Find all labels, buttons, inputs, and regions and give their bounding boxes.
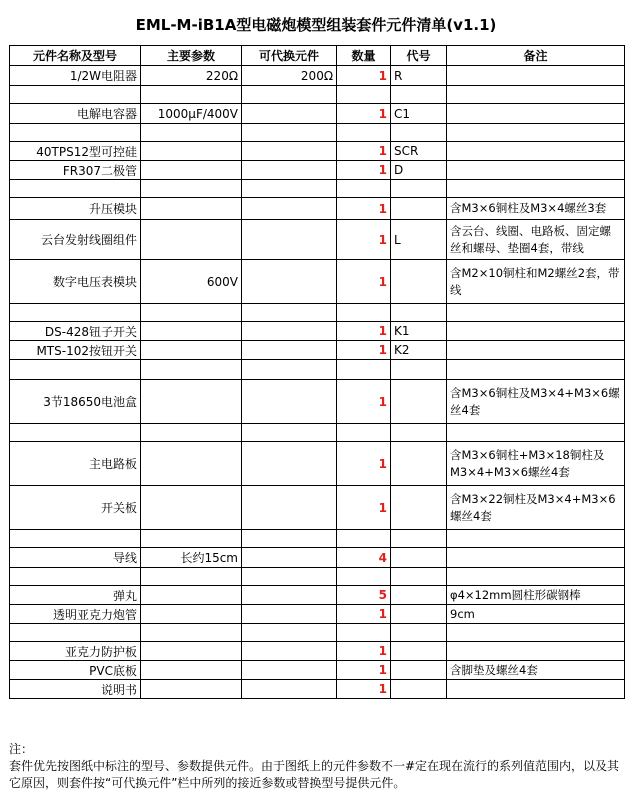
cell-qty: 1 (337, 198, 391, 220)
table-row (10, 220, 625, 260)
cell-alt (242, 661, 337, 680)
cell-alt (242, 530, 337, 548)
table-row (10, 161, 625, 180)
cell-alt (242, 605, 337, 624)
table-row (10, 124, 625, 142)
table-row (10, 586, 625, 605)
header-note: 备注 (447, 46, 625, 66)
cell-param (141, 304, 242, 322)
cell-note (447, 360, 625, 380)
cell-param (141, 124, 242, 142)
cell-note: 含脚垫及螺丝4套 (447, 661, 625, 680)
cell-param (141, 322, 242, 341)
cell-name (10, 360, 141, 380)
table-row (10, 661, 625, 680)
cell-qty (337, 304, 391, 322)
cell-param (141, 586, 242, 605)
cell-alt (242, 486, 337, 530)
cell-name (10, 624, 141, 642)
cell-qty: 1 (337, 341, 391, 360)
cell-alt (242, 680, 337, 699)
cell-qty (337, 86, 391, 104)
cell-qty: 1 (337, 442, 391, 486)
table-row (10, 322, 625, 341)
cell-name (10, 124, 141, 142)
cell-qty: 1 (337, 322, 391, 341)
cell-alt (242, 86, 337, 104)
notes-label: 注： (9, 742, 34, 756)
cell-qty: 5 (337, 586, 391, 605)
cell-qty (337, 568, 391, 586)
cell-note: 含M3×22铜柱及M3×4+M3×6螺丝4套 (447, 486, 625, 530)
cell-qty: 1 (337, 605, 391, 624)
cell-qty: 1 (337, 260, 391, 304)
cell-alt (242, 341, 337, 360)
cell-name (10, 86, 141, 104)
cell-name: 亚克力防护板 (10, 642, 141, 661)
cell-note (447, 104, 625, 124)
table-row (10, 548, 625, 568)
cell-param (141, 380, 242, 424)
table-row (10, 380, 625, 424)
cell-code (391, 180, 447, 198)
cell-code: SCR (391, 142, 447, 161)
cell-code (391, 304, 447, 322)
cell-alt (242, 180, 337, 198)
cell-note (447, 86, 625, 104)
cell-code (391, 198, 447, 220)
cell-code (391, 124, 447, 142)
cell-alt (242, 304, 337, 322)
cell-param: 600V (141, 260, 242, 304)
cell-param (141, 424, 242, 442)
table-row (10, 66, 625, 86)
table-row (10, 360, 625, 380)
header-code: 代号 (391, 46, 447, 66)
cell-code (391, 661, 447, 680)
table-row (10, 642, 625, 661)
cell-qty: 1 (337, 161, 391, 180)
header-row (10, 46, 625, 66)
cell-name: 开关板 (10, 486, 141, 530)
cell-param: 长约15cm (141, 548, 242, 568)
cell-note (447, 680, 625, 699)
header-name: 元件名称及型号 (10, 46, 141, 66)
cell-alt (242, 568, 337, 586)
parts-table (9, 45, 625, 699)
cell-name (10, 424, 141, 442)
cell-alt (242, 124, 337, 142)
cell-param (141, 360, 242, 380)
cell-code (391, 680, 447, 699)
cell-name: FR307二极管 (10, 161, 141, 180)
cell-param (141, 180, 242, 198)
cell-note (447, 142, 625, 161)
table-row (10, 568, 625, 586)
cell-code (391, 642, 447, 661)
cell-note: 含M3×6铜柱+M3×18铜柱及M3×4+M3×6螺丝4套 (447, 442, 625, 486)
cell-code (391, 548, 447, 568)
cell-param (141, 161, 242, 180)
cell-alt (242, 424, 337, 442)
cell-name: 数字电压表模块 (10, 260, 141, 304)
cell-note (447, 124, 625, 142)
cell-note (447, 341, 625, 360)
cell-name (10, 568, 141, 586)
table-row (10, 341, 625, 360)
cell-name: 导线 (10, 548, 141, 568)
cell-code (391, 568, 447, 586)
cell-qty (337, 624, 391, 642)
cell-param (141, 624, 242, 642)
cell-param (141, 642, 242, 661)
header-alt: 可代换元件 (242, 46, 337, 66)
cell-note: 含M3×6铜柱及M3×4+M3×6螺丝4套 (447, 380, 625, 424)
cell-qty (337, 424, 391, 442)
table-row (10, 198, 625, 220)
cell-note (447, 624, 625, 642)
cell-name: 电解电容器 (10, 104, 141, 124)
cell-code (391, 586, 447, 605)
cell-param (141, 680, 242, 699)
cell-qty: 1 (337, 142, 391, 161)
cell-note (447, 568, 625, 586)
cell-name: 40TPS12型可控硅 (10, 142, 141, 161)
cell-note (447, 642, 625, 661)
cell-alt (242, 104, 337, 124)
cell-qty: 1 (337, 66, 391, 86)
cell-param (141, 442, 242, 486)
cell-name: 云台发射线圈组件 (10, 220, 141, 260)
cell-alt (242, 161, 337, 180)
cell-param (141, 341, 242, 360)
cell-note: 含云台、线圈、电路板、固定螺丝和螺母、垫圈4套，带线 (447, 220, 625, 260)
cell-name (10, 180, 141, 198)
cell-note (447, 304, 625, 322)
cell-note (447, 424, 625, 442)
cell-code (391, 605, 447, 624)
cell-code: L (391, 220, 447, 260)
cell-alt (242, 586, 337, 605)
cell-qty (337, 530, 391, 548)
cell-note (447, 180, 625, 198)
cell-code (391, 424, 447, 442)
header-qty: 数量 (337, 46, 391, 66)
cell-alt (242, 198, 337, 220)
notes-text: 套件优先按图纸中标注的型号、参数提供元件。由于图纸上的元件参数不一#定在现在流行的系列值范围内，以及其它原因，则套件按“可代换元件”栏中所列的接近参数或替换型号提供元件。 (9, 759, 620, 790)
cell-param (141, 486, 242, 530)
table-row (10, 680, 625, 699)
cell-code: R (391, 66, 447, 86)
document-title: EML-M-iB1A型电磁炮模型组装套件元件清单(v1.1) (135, 16, 497, 34)
cell-name: 1/2W电阻器 (10, 66, 141, 86)
cell-note (447, 66, 625, 86)
table-row (10, 605, 625, 624)
cell-name (10, 530, 141, 548)
cell-code: C1 (391, 104, 447, 124)
cell-alt (242, 442, 337, 486)
cell-name: 3节18650电池盒 (10, 380, 141, 424)
cell-param: 220Ω (141, 66, 242, 86)
cell-name: MTS-102按钮开关 (10, 341, 141, 360)
cell-qty (337, 360, 391, 380)
cell-code (391, 530, 447, 548)
cell-alt (242, 380, 337, 424)
cell-code: K1 (391, 322, 447, 341)
cell-alt (242, 220, 337, 260)
cell-qty (337, 180, 391, 198)
notes-section (9, 741, 624, 792)
cell-code: D (391, 161, 447, 180)
cell-note: 含M3×6铜柱及M3×4螺丝3套 (447, 198, 625, 220)
cell-alt: 200Ω (242, 66, 337, 86)
table-row (10, 142, 625, 161)
cell-name (10, 304, 141, 322)
cell-qty: 1 (337, 220, 391, 260)
cell-qty: 1 (337, 680, 391, 699)
cell-note (447, 530, 625, 548)
cell-alt (242, 624, 337, 642)
cell-name: PVC底板 (10, 661, 141, 680)
cell-name: DS-428钮子开关 (10, 322, 141, 341)
table-row (10, 260, 625, 304)
table-row (10, 624, 625, 642)
cell-qty: 1 (337, 642, 391, 661)
cell-qty: 1 (337, 380, 391, 424)
header-param: 主要参数 (141, 46, 242, 66)
cell-param (141, 661, 242, 680)
cell-name: 说明书 (10, 680, 141, 699)
table-row (10, 180, 625, 198)
cell-qty: 1 (337, 661, 391, 680)
cell-note: 9cm (447, 605, 625, 624)
cell-qty: 4 (337, 548, 391, 568)
table-row (10, 104, 625, 124)
cell-name: 透明亚克力炮管 (10, 605, 141, 624)
table-row (10, 86, 625, 104)
cell-qty (337, 124, 391, 142)
cell-alt (242, 260, 337, 304)
cell-note (447, 322, 625, 341)
cell-code (391, 360, 447, 380)
cell-param (141, 605, 242, 624)
table-row (10, 530, 625, 548)
cell-alt (242, 142, 337, 161)
cell-code (391, 442, 447, 486)
cell-alt (242, 642, 337, 661)
cell-alt (242, 322, 337, 341)
cell-param (141, 530, 242, 548)
table-row (10, 424, 625, 442)
cell-param (141, 220, 242, 260)
cell-alt (242, 548, 337, 568)
cell-code (391, 380, 447, 424)
table-row (10, 486, 625, 530)
cell-param (141, 198, 242, 220)
table-row (10, 304, 625, 322)
cell-code (391, 86, 447, 104)
cell-alt (242, 360, 337, 380)
cell-name: 升压模块 (10, 198, 141, 220)
table-row (10, 442, 625, 486)
cell-param (141, 86, 242, 104)
cell-param (141, 142, 242, 161)
cell-note (447, 548, 625, 568)
cell-note (447, 161, 625, 180)
cell-name: 弹丸 (10, 586, 141, 605)
cell-note: 含M2×10铜柱和M2螺丝2套，带线 (447, 260, 625, 304)
cell-code (391, 624, 447, 642)
cell-qty: 1 (337, 486, 391, 530)
cell-code (391, 260, 447, 304)
cell-name: 主电路板 (10, 442, 141, 486)
cell-code: K2 (391, 341, 447, 360)
cell-code (391, 486, 447, 530)
cell-qty: 1 (337, 104, 391, 124)
cell-note: φ4×12mm圆柱形碳钢棒 (447, 586, 625, 605)
cell-param (141, 568, 242, 586)
cell-param: 1000μF/400V (141, 104, 242, 124)
